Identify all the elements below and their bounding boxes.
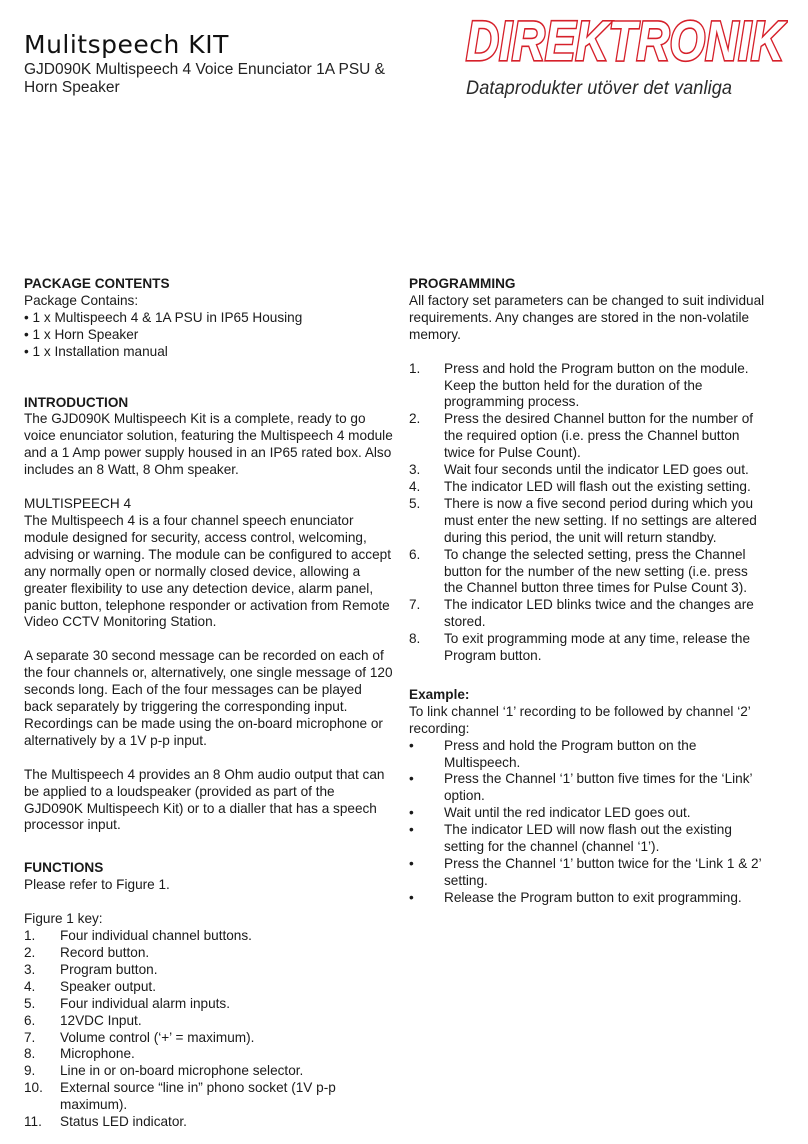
list-number: 4. (24, 978, 36, 994)
programming-heading: PROGRAMMING (409, 276, 516, 291)
list-text: There is now a five second period during which you must enter the new setting. If no settings are altered during this period, the unit will return standby. (444, 495, 757, 545)
list-item (24, 1063, 394, 1080)
logo-wordmark (462, 6, 788, 74)
list-item (409, 631, 769, 665)
list-number: 2. (24, 945, 36, 960)
list-text: External source “line in” phono socket (1V p-p maximum). (60, 1080, 336, 1113)
bullet: • (409, 771, 414, 787)
list-number: 1. (409, 360, 421, 376)
multispeech-section (24, 496, 394, 834)
list-item (24, 962, 394, 979)
list-item (409, 496, 769, 547)
list-text: To change the selected setting, press the Channel button for the number of the new setting (i.e. press the Channel button three times for Pulse Count 3). (444, 546, 748, 596)
package-item: • 1 x Installation manual (24, 343, 168, 359)
programming-steps (409, 361, 769, 665)
list-text: Status LED indicator. (60, 1114, 187, 1130)
list-text: Press the desired Channel button for the number of the required option (i.e. press the Channel button twice for Pulse Count). (444, 411, 754, 461)
list-item (24, 1013, 394, 1030)
list-text: Microphone. (60, 1046, 135, 1062)
example-intro: To link channel ‘1’ recording to be followed by channel ‘2’ recording: (409, 703, 751, 736)
list-text: Press the Channel ‘1’ button five times for the ‘Link’ option. (444, 771, 753, 804)
list-item (409, 805, 769, 822)
list-text: The indicator LED will now flash out the existing setting for the channel (channel ‘1’). (444, 822, 732, 855)
multispeech-paragraph: A separate 30 second message can be recorded on each of the four channels or, alternatively, one single message of 120 seconds long. Each of the four messages can be played back separately by triggering the corresponding input. Recordings can be made using the on-board microphone or alternatively by a 1V p-p input. (24, 648, 393, 748)
list-number: 8. (24, 1046, 36, 1062)
bullet: • (409, 856, 414, 871)
multispeech-heading: MULTISPEECH 4 (24, 496, 132, 512)
package-contents-section (24, 276, 394, 361)
list-number: 6. (24, 1012, 36, 1028)
list-text: Volume control (‘+’ = maximum). (60, 1029, 255, 1045)
list-item (24, 1114, 394, 1131)
list-text: Line in or on-board microphone selector. (60, 1063, 304, 1079)
list-text: Wait four seconds until the indicator LED goes out. (444, 462, 749, 478)
programming-intro: All factory set parameters can be changed to suit individual requirements. Any changes are stored in the non-volatile memory. (409, 292, 765, 342)
introduction-heading: INTRODUCTION (24, 394, 129, 410)
list-item (409, 856, 769, 890)
figure-key-list (24, 928, 394, 1131)
logo-tagline: Dataprodukter utöver det vanliga (466, 77, 733, 99)
bullet: • (409, 805, 414, 821)
list-item (409, 462, 769, 479)
bullet: • (409, 737, 414, 753)
list-item (24, 1030, 394, 1047)
list-item (409, 547, 769, 598)
package-contents-heading: PACKAGE CONTENTS (24, 276, 170, 291)
document-subtitle: GJD090K Multispeech 4 Voice Enunciator 1A PSU & Horn Speaker (24, 61, 386, 96)
list-text: Four individual alarm inputs. (60, 995, 231, 1011)
list-number: 5. (409, 495, 421, 511)
list-text: Press and hold the Program button on the Multispeech. (444, 737, 697, 770)
list-text: Four individual channel buttons. (60, 928, 252, 944)
list-text: Record button. (60, 945, 150, 960)
list-item (409, 890, 769, 907)
direktronik-logo (460, 6, 790, 110)
bullet: • (409, 822, 414, 838)
list-number: 7. (24, 1029, 36, 1045)
list-item (24, 928, 394, 945)
list-number: 1. (24, 928, 36, 944)
list-text: Release the Program button to exit programming. (444, 889, 742, 905)
list-number: 4. (409, 478, 421, 494)
list-text: Press the Channel ‘1’ button twice for the ‘Link 1 & 2’ setting. (444, 856, 762, 888)
logo-wordmark-text: DIREKTRONIK (466, 9, 787, 72)
list-number: 3. (409, 462, 421, 478)
functions-text: Please refer to Figure 1. (24, 877, 170, 893)
list-text: Press and hold the Program button on the module. Keep the button held for the duration of the programming process. (444, 360, 749, 410)
bullet: • (409, 889, 414, 905)
package-contents-intro: Package Contains: (24, 292, 139, 308)
list-text: The indicator LED will flash out the existing setting. (444, 478, 751, 494)
right-column (409, 276, 769, 907)
list-text: Wait until the red indicator LED goes out. (444, 805, 691, 821)
programming-section (409, 276, 769, 665)
list-number: 8. (409, 631, 421, 647)
list-item (24, 996, 394, 1013)
list-number: 3. (24, 961, 36, 977)
list-text: Program button. (60, 961, 158, 977)
multispeech-paragraph: The Multispeech 4 is a four channel speech enunciator module designed for security, access control, welcoming, advising or warning. The module can be configured to accept any normally open or normally closed device, allowing a greater flexibility to use any detection device, alarm panel, panic button, telephone responder or activation from Remote Video CCTV Monitoring Station. (24, 512, 392, 630)
list-item (409, 479, 769, 496)
list-text: The indicator LED blinks twice and the changes are stored. (444, 597, 754, 630)
functions-section (24, 860, 394, 1131)
list-text: 12VDC Input. (60, 1012, 142, 1028)
example-section (409, 687, 769, 907)
introduction-text: The GJD090K Multispeech Kit is a complete, ready to go voice enunciator solution, featuring the Multispeech 4 module and a 1 Amp power supply housed in an IP65 rated box. Also includes an 8 Watt, 8 Ohm speaker. (24, 411, 393, 478)
list-item (409, 411, 769, 462)
figure-key-title: Figure 1 key: (24, 911, 103, 927)
list-item (24, 1080, 394, 1114)
example-heading: Example: (409, 686, 470, 702)
multispeech-paragraph: The Multispeech 4 provides an 8 Ohm audio output that can be applied to a loudspeaker (provided as part of the GJD090K Multispeech Kit) or to a dialler that has a speech processor input. (24, 766, 385, 833)
list-item (409, 597, 769, 631)
list-number: 10. (24, 1080, 43, 1096)
list-item (24, 979, 394, 996)
list-item (409, 822, 769, 856)
list-text: Speaker output. (60, 978, 156, 994)
list-item (409, 361, 769, 412)
package-item: • 1 x Multispeech 4 & 1A PSU in IP65 Housing (24, 309, 303, 325)
list-item (409, 771, 769, 805)
left-column (24, 276, 394, 1131)
introduction-section (24, 395, 394, 480)
list-number: 7. (409, 597, 421, 613)
list-number: 5. (24, 995, 36, 1011)
list-item (24, 1046, 394, 1063)
package-item: • 1 x Horn Speaker (24, 326, 139, 342)
list-number: 6. (409, 546, 421, 562)
list-text: To exit programming mode at any time, release the Program button. (444, 631, 751, 664)
functions-heading: FUNCTIONS (24, 860, 104, 876)
list-number: 9. (24, 1063, 36, 1079)
list-number: 2. (409, 411, 421, 427)
list-number: 11. (24, 1114, 42, 1130)
list-item (409, 738, 769, 772)
document-title: Mulitspeech KIT (24, 30, 229, 59)
example-bullets (409, 738, 769, 907)
list-item (24, 945, 394, 962)
